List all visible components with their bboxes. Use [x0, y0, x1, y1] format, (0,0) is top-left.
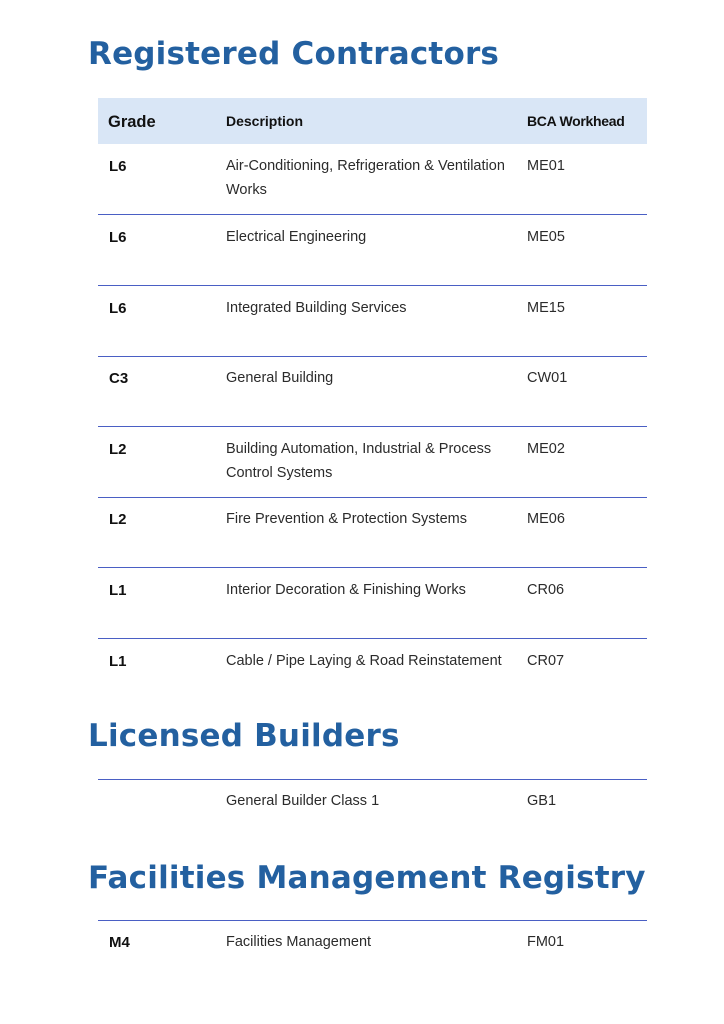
row-description: Air-Conditioning, Refrigeration & Ventilation Works [226, 158, 505, 198]
row-description: General Builder Class 1 [226, 793, 380, 809]
row-description: General Building [226, 370, 334, 386]
table-row [98, 215, 647, 286]
table-row [98, 356, 647, 427]
row-workhead-code: ME06 [527, 511, 565, 527]
header-description: Description [226, 113, 304, 129]
row-description: Cable / Pipe Laying & Road Reinstatement [226, 653, 502, 669]
row-grade: L2 [109, 441, 127, 458]
row-workhead-code: CW01 [527, 370, 568, 386]
licensed-builders-title: Licensed Builders [88, 718, 400, 754]
row-description: Electrical Engineering [226, 229, 367, 245]
row-workhead-code: ME15 [527, 300, 565, 316]
header-bca-workhead: BCA Workhead [527, 113, 625, 129]
row-description: Fire Prevention & Protection Systems [226, 511, 467, 527]
row-grade: L6 [109, 229, 127, 246]
row-workhead-code: FM01 [527, 934, 565, 950]
table-row [98, 639, 647, 709]
table-row [98, 144, 647, 215]
row-description: Building Automation, Industrial & Process Control Systems [226, 441, 492, 481]
registered-contractors-title: Registered Contractors [88, 36, 500, 72]
row-grade: L6 [109, 158, 127, 175]
table-row [98, 497, 647, 568]
table-row [98, 920, 647, 990]
row-grade: L2 [109, 511, 127, 528]
row-workhead-code: CR07 [527, 653, 565, 669]
row-grade: M4 [109, 934, 130, 951]
row-description: Interior Decoration & Finishing Works [226, 582, 466, 598]
table-header [98, 98, 647, 144]
row-grade: L1 [109, 582, 127, 599]
table-row [98, 286, 647, 357]
table-row [98, 568, 647, 639]
table-row [98, 779, 647, 849]
row-workhead-code: ME01 [527, 158, 565, 174]
table-row [98, 427, 647, 498]
row-grade: L6 [109, 300, 127, 317]
row-workhead-code: ME05 [527, 229, 565, 245]
row-description: Facilities Management [226, 934, 372, 950]
row-workhead-code: CR06 [527, 582, 565, 598]
row-grade: L1 [109, 653, 127, 670]
row-workhead-code: ME02 [527, 441, 565, 457]
facilities-management-title: Facilities Management Registry [88, 860, 646, 896]
row-description: Integrated Building Services [226, 300, 407, 316]
row-workhead-code: GB1 [527, 793, 557, 809]
row-grade: C3 [109, 370, 129, 387]
header-grade: Grade [108, 113, 156, 131]
